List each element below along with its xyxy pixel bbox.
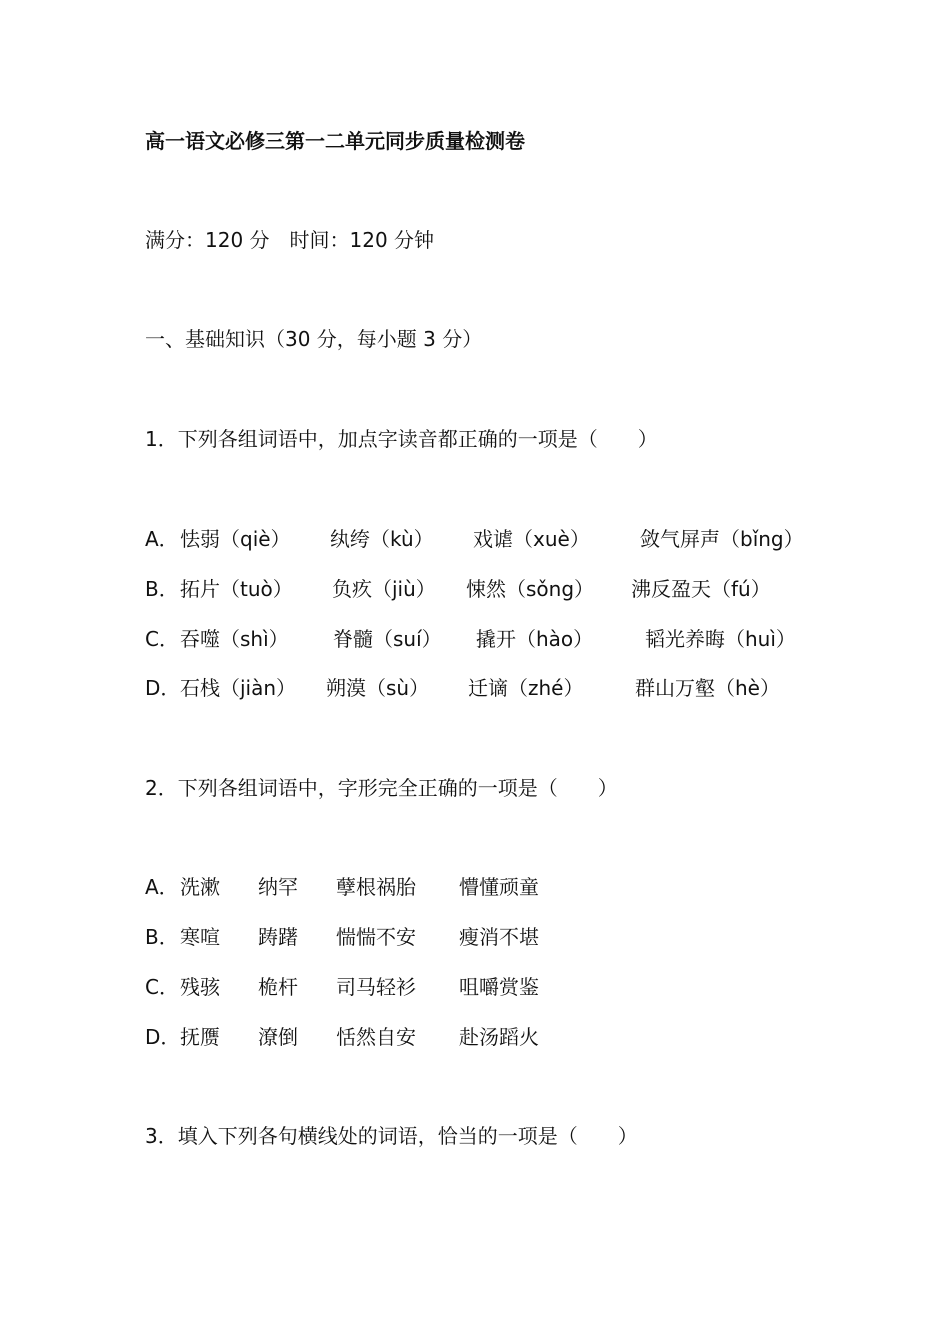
option-item: 瘦消不堪 (459, 925, 539, 949)
q1-option-b (145, 576, 845, 602)
option-item: 寒喧 (180, 925, 220, 949)
option-item: 怯弱（qiè） (180, 527, 291, 551)
question-2-stem: 2．下列各组词语中，字形完全正确的一项是（ ） (145, 776, 618, 800)
option-item: 拓片（tuò） (180, 577, 293, 601)
option-item: 抚赝 (180, 1025, 220, 1049)
option-item: 脊髓（suí） (333, 627, 442, 651)
option-item: 惴惴不安 (336, 925, 416, 949)
option-item: 迁谪（zhé） (468, 676, 584, 700)
option-item: 咀嚼赏鉴 (459, 975, 539, 999)
option-label: D． (145, 676, 181, 700)
option-label: D． (145, 1025, 181, 1049)
question-3-stem: 3．填入下列各句横线处的词语，恰当的一项是（ ） (145, 1124, 638, 1148)
q2-option-d (145, 1024, 645, 1050)
option-item: 纨绔（kù） (330, 527, 434, 551)
exam-meta: 满分：120 分 时间：120 分钟 (145, 228, 435, 252)
option-item: 戏谑（xuè） (473, 527, 590, 551)
q1-option-c (145, 626, 845, 652)
option-item: 桅杆 (258, 975, 298, 999)
option-item: 撬开（hào） (476, 627, 594, 651)
option-item: 洗漱 (180, 875, 220, 899)
option-item: 敛气屏声（bǐng） (640, 527, 804, 551)
option-item: 潦倒 (258, 1025, 298, 1049)
q2-option-b (145, 924, 645, 950)
option-item: 群山万壑（hè） (635, 676, 780, 700)
q1-option-d (145, 675, 845, 701)
option-item: 悚然（sǒng） (466, 577, 595, 601)
option-item: 沸反盈天（fú） (631, 577, 771, 601)
option-label: C． (145, 627, 179, 651)
option-item: 负疚（jiù） (332, 577, 436, 601)
option-item: 司马轻衫 (336, 975, 416, 999)
option-item: 朔漠（sù） (326, 676, 430, 700)
q1-option-a (145, 526, 845, 552)
option-item: 韬光养晦（huì） (645, 627, 796, 651)
option-item: 孽根祸胎 (336, 875, 416, 899)
option-item: 懵懂顽童 (459, 875, 539, 899)
q2-option-a (145, 874, 645, 900)
option-item: 踌躇 (258, 925, 298, 949)
question-1-stem: 1．下列各组词语中，加点字读音都正确的一项是（ ） (145, 427, 658, 451)
section-heading: 一、基础知识（30 分，每小题 3 分） (145, 327, 483, 351)
option-item: 吞噬（shì） (180, 627, 289, 651)
option-label: A． (145, 527, 179, 551)
option-item: 残骇 (180, 975, 220, 999)
option-item: 赴汤蹈火 (459, 1025, 539, 1049)
option-label: A． (145, 875, 179, 899)
option-item: 纳罕 (258, 875, 298, 899)
q2-option-c (145, 974, 645, 1000)
option-label: B． (145, 577, 179, 601)
option-label: B． (145, 925, 179, 949)
page-title: 高一语文必修三第一二单元同步质量检测卷 (145, 129, 525, 153)
option-label: C． (145, 975, 179, 999)
option-item: 恬然自安 (336, 1025, 416, 1049)
option-item: 石栈（jiàn） (180, 676, 297, 700)
